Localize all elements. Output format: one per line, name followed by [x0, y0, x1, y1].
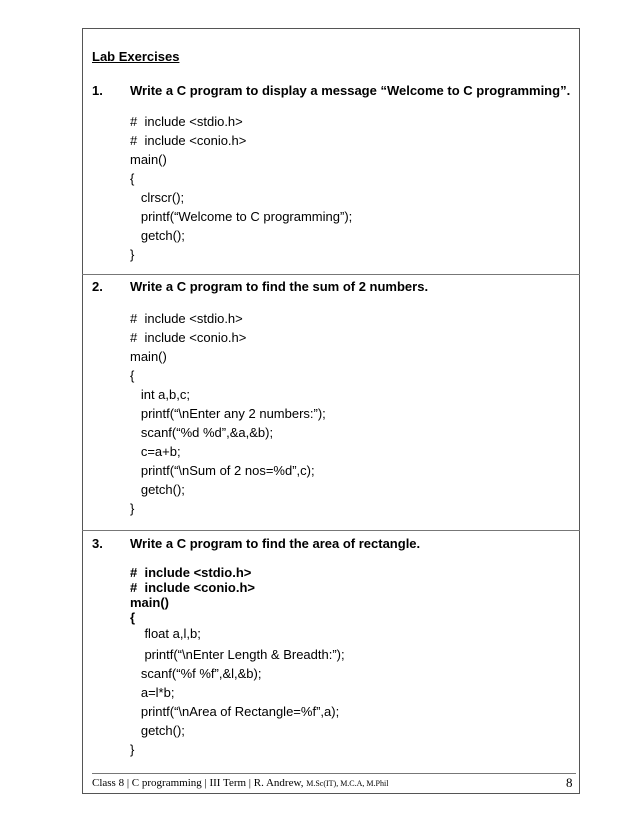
exercise-1-title: Write a C program to display a message “Welcome to C programming”. — [130, 83, 571, 98]
exercise-1-number: 1. — [92, 83, 103, 98]
page-number: 8 — [566, 775, 573, 790]
section-heading: Lab Exercises — [92, 49, 180, 64]
exercise-2-number: 2. — [92, 279, 103, 294]
exercise-3-title: Write a C program to find the area of rectangle. — [130, 536, 421, 551]
exercise-3-number: 3. — [92, 536, 103, 551]
page-footer — [92, 777, 388, 789]
section-divider — [82, 274, 580, 275]
footer-text: Class 8 | C programming | III Term | R. Andrew, — [92, 777, 304, 789]
footer-rule — [92, 773, 576, 774]
footer-credentials: M.Sc(IT), M.C.A, M.Phil — [306, 779, 389, 788]
exercise-2-title: Write a C program to find the sum of 2 numbers. — [130, 279, 429, 294]
section-divider — [82, 530, 580, 531]
